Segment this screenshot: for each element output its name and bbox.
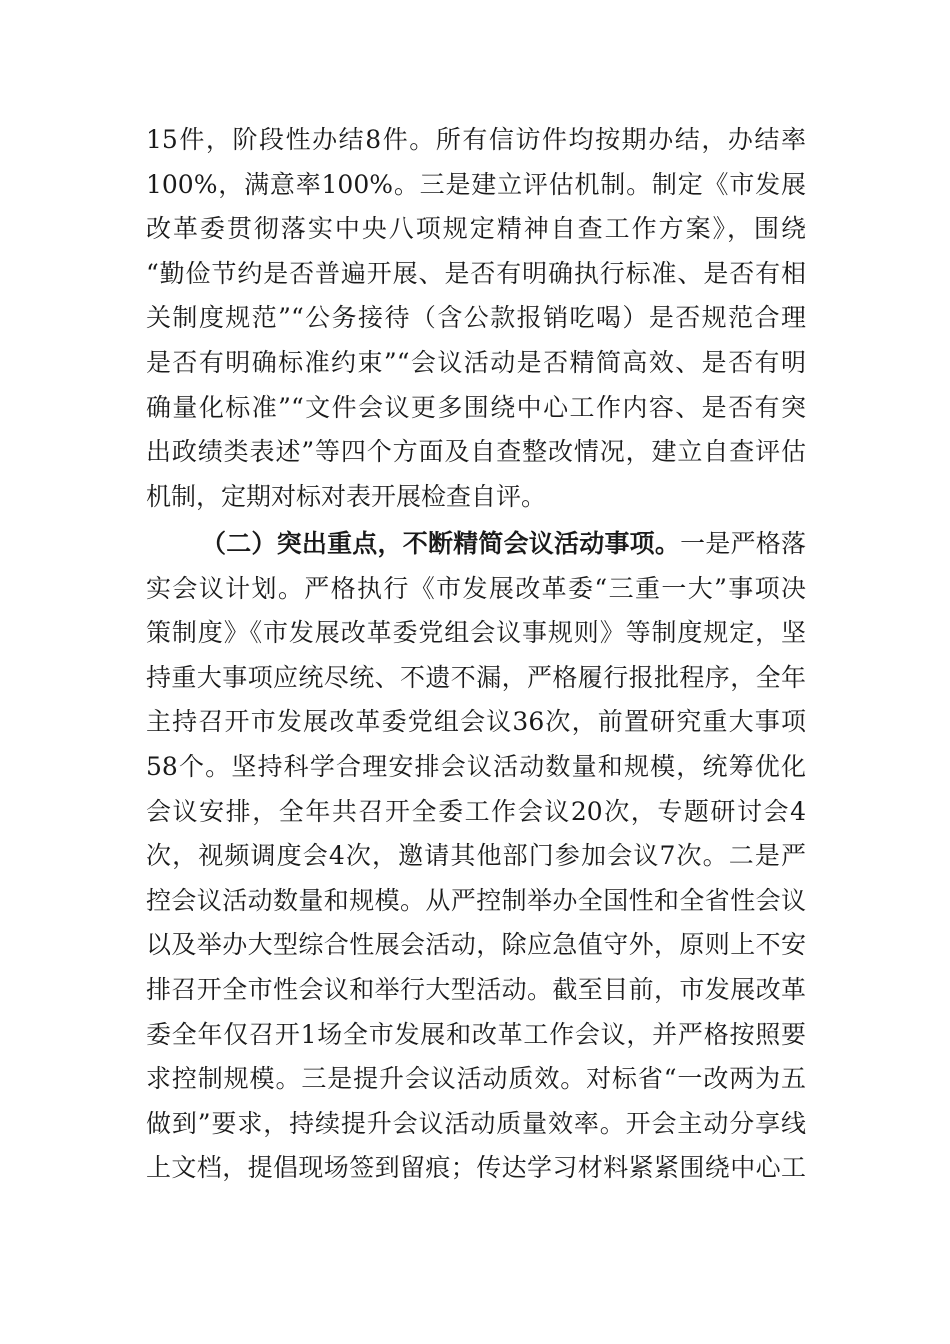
text-line: 是否有明确标准约束”“会议活动是否精简高效、是否有明 [146, 347, 806, 377]
text-line: 100%，满意率100%。三是建立评估机制。制定《市发展 [146, 169, 806, 199]
text-line: 58个。坚持科学合理安排会议活动数量和规模，统筹优化 [146, 751, 806, 781]
text-line: 上文档，提倡现场签到留痕；传达学习材料紧紧围绕中心工 [146, 1153, 806, 1183]
text-line: 机制，定期对标对表开展检查自评。 [146, 481, 547, 511]
text-line: 持重大事项应统尽统、不遗不漏，严格履行报批程序，全年 [146, 662, 806, 692]
text-line: 出政绩类表述”等四个方面及自查整改情况，建立自查评估 [146, 437, 806, 467]
text-line: 求控制规模。三是提升会议活动质效。对标省“一改两为五 [146, 1064, 806, 1094]
text-line: 实会议计划。严格执行《市发展改革委“三重一大”事项决 [146, 573, 806, 603]
paragraph-2 [146, 522, 806, 1191]
text-line: 以及举办大型综合性展会活动，除应急值守外，原则上不安 [146, 930, 806, 960]
text-line: 策制度》《市发展改革委党组会议事规则》等制度规定，坚 [146, 618, 806, 648]
heading-line-text: 一是严格落 [680, 529, 806, 558]
text-line: 确量化标准”“文件会议更多围绕中心工作内容、是否有突 [146, 392, 806, 422]
text-line: 做到”要求，持续提升会议活动质量效率。开会主动分享线 [146, 1108, 806, 1138]
section-heading-line [146, 522, 806, 567]
text-line: 主持召开市发展改革委党组会议36次，前置研究重大事项 [146, 707, 806, 737]
text-line: 排召开全市性会议和举行大型活动。截至目前，市发展改革 [146, 974, 806, 1004]
section-heading: （二）突出重点，不断精简会议活动事项。 [201, 529, 681, 558]
text-line: 委全年仅召开1场全市发展和改革工作会议，并严格按照要 [146, 1019, 806, 1049]
text-line: 会议安排，全年共召开全委工作会议20次，专题研讨会4 [146, 796, 806, 826]
text-line: 15件，阶段性办结8件。所有信访件均按期办结，办结率 [146, 125, 806, 154]
text-line: 控会议活动数量和规模。从严控制举办全国性和全省性会议 [146, 885, 806, 915]
text-line: 次，视频调度会4次，邀请其他部门参加会议7次。二是严 [146, 841, 806, 871]
paragraph-1 [146, 118, 806, 519]
text-line: 改革委贯彻落实中央八项规定精神自查工作方案》，围绕 [146, 214, 806, 244]
text-line: 关制度规范”“公务接待（含公款报销吃喝）是否规范合理 [146, 303, 806, 333]
text-line: “勤俭节约是否普遍开展、是否有明确执行标准、是否有相 [146, 258, 806, 288]
